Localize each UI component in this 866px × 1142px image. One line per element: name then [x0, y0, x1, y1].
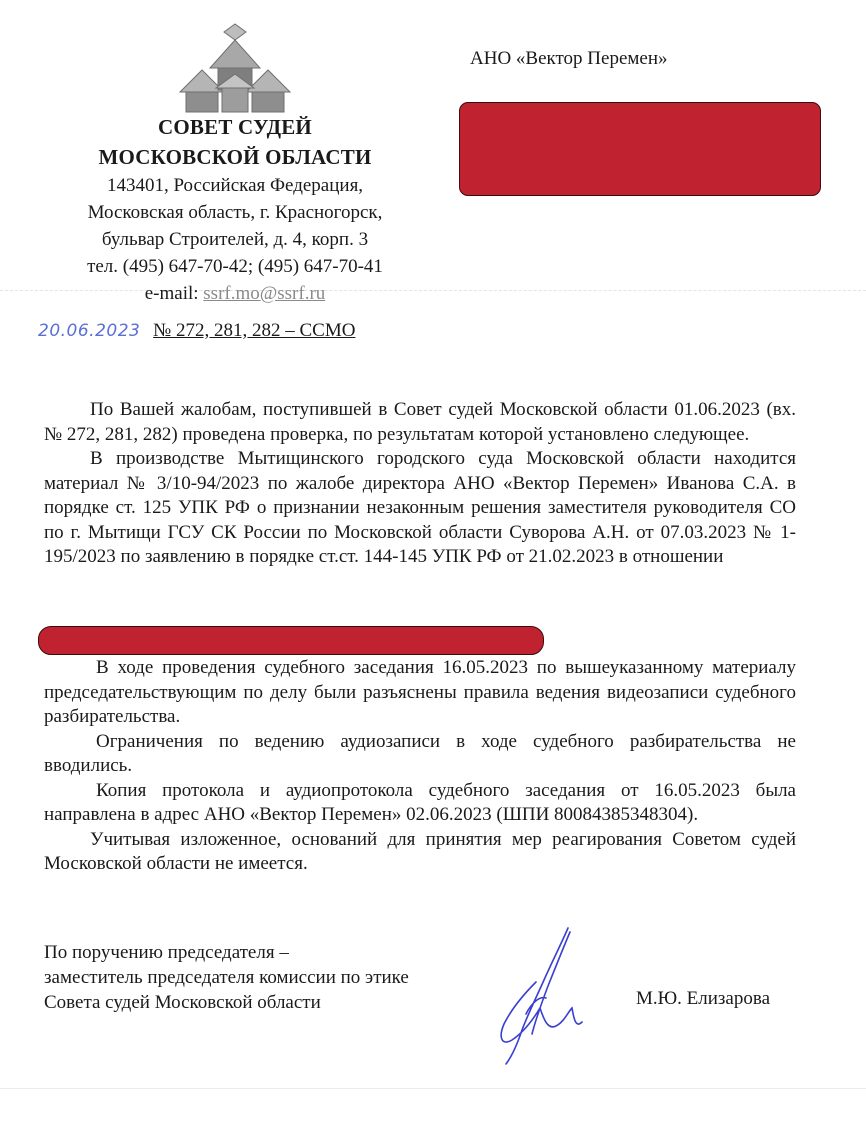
phone-line: тел. (495) 647-70-42; (495) 647-70-41 [87, 256, 383, 277]
email-label: e-mail: [144, 283, 199, 304]
handwritten-date: 20.06.2023 [38, 321, 141, 341]
org-name: СОВЕТ СУДЕЙ [158, 115, 312, 139]
signatory-line: По поручению председателя – [44, 942, 289, 963]
body-paragraph: Учитывая изложенное, оснований для принятия мер реагирования Советом судей Московской области не имеется. [44, 828, 796, 874]
address-line: Московская область, г. Красногорск, [87, 202, 383, 223]
letter-body [44, 398, 796, 570]
signatory-name: М.Ю. Елизарова [636, 988, 771, 1009]
body-paragraph: Ограничения по ведению аудиозаписи в ходе судебного разбирательства не вводились. [44, 730, 796, 776]
letter-body [44, 656, 796, 877]
email-line [40, 280, 430, 307]
redacted-name-line [38, 626, 544, 655]
fold-line [0, 1088, 866, 1089]
body-paragraph: По Вашей жалобам, поступившей в Совет судей Московской области 01.06.2023 (вх. № 272, 281, 282) проведена проверка, по результатам которой установлено следующее. [44, 399, 796, 445]
recipient-name: АНО «Вектор Перемен» [470, 48, 668, 69]
org-header [40, 112, 430, 307]
body-paragraph: Копия протокола и аудиопротокола судебного заседания от 16.05.2023 была направлена в адрес АНО «Вектор Перемен» 02.06.2023 (ШПИ 80084385348304). [44, 779, 796, 825]
org-name: МОСКОВСКОЙ ОБЛАСТИ [98, 145, 372, 169]
signatory-title [44, 940, 409, 1015]
redacted-recipient-block [459, 102, 821, 196]
email-link[interactable]: ssrf.mo@ssrf.ru [203, 283, 326, 304]
signatory-line: Совета судей Московской области [44, 992, 321, 1013]
address-line: 143401, Российская Федерация, [106, 175, 364, 196]
reference-number: № 272, 281, 282 – ССМО [153, 320, 356, 341]
council-emblem-icon [160, 22, 310, 118]
address-line: бульвар Строителей, д. 4, корп. 3 [101, 229, 369, 250]
body-paragraph: В ходе проведения судебного заседания 16.05.2023 по вышеуказанному материалу председательствующим по делу были разъяснены правила ведения видеозаписи судебного разбирательства. [44, 657, 796, 727]
body-paragraph: В производстве Мытищинского городского суда Московской области находится материал № 3/10-94/2023 по жалобе директора АНО «Вектор Перемен» Иванова С.А. в порядке ст. 125 УПК РФ о признании незаконным решения заместителя руководителя СО по г. Мытищи ГСУ СК России по Московской области Суворова А.Н. от 07.03.2023 № 1-195/2023 по заявлению в порядке ст.ст. 144-145 УПК РФ от 21.02.2023 в отношении [44, 448, 796, 567]
handwritten-signature-icon [482, 922, 592, 1072]
signatory-line: заместитель председателя комиссии по этике [44, 967, 409, 988]
reference-line [38, 318, 355, 344]
